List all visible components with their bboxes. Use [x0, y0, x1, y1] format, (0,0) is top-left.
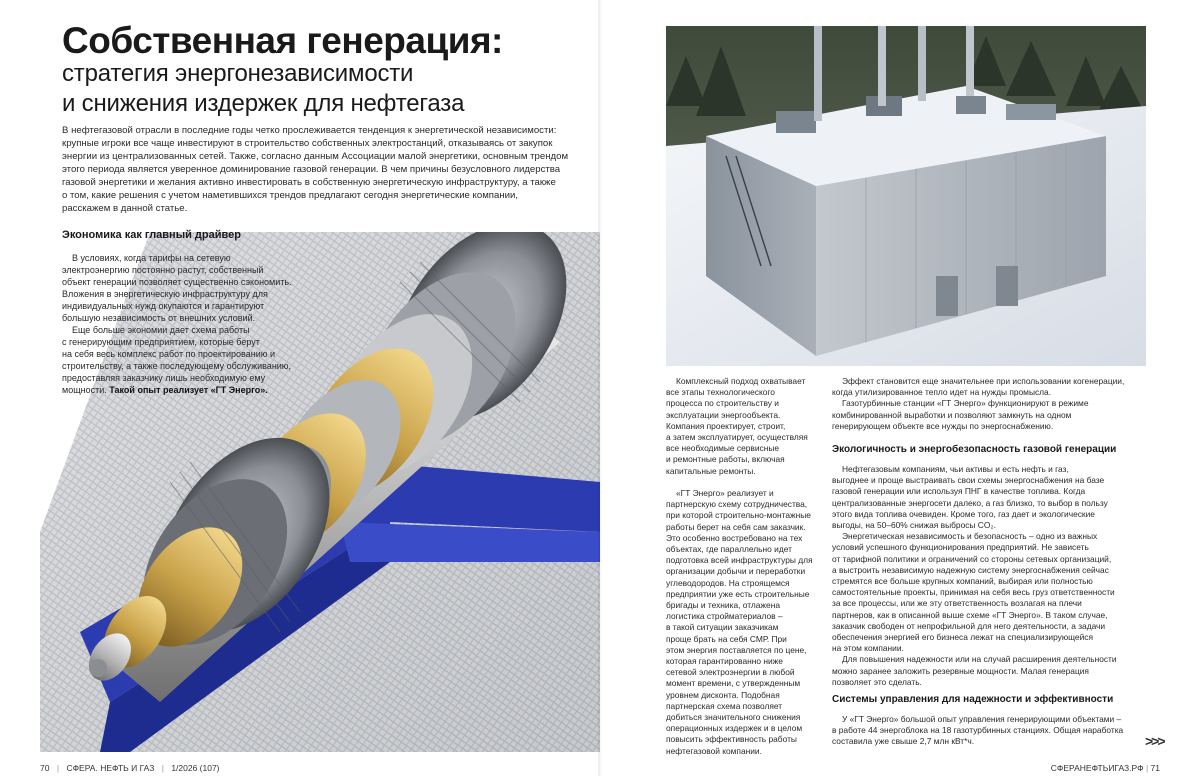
column-a-line: объектах, где параллельно идет [666, 544, 792, 554]
column-b-line: комбинированной выработки и позволяют замкнуть на одном [832, 409, 1072, 420]
column-a-line: партнерскую схему сотрудничества, [666, 499, 808, 510]
column-a-line: сетевой электроэнергии в любой [666, 667, 795, 678]
lead-line: газовой энергетики и желания активно инвестировать в собственную энергетическую инфраструктуру, а также [62, 177, 556, 188]
column-a-line: а затем эксплуатирует, осуществляя [666, 432, 808, 442]
column-a-line: которая гарантированно ниже [666, 656, 783, 666]
column-b-line: выгоднее и проще выстраивать свои схемы энергоснабжения на базе [832, 475, 1105, 486]
column-a-line: партнерская схема позволяет [666, 700, 783, 711]
lead-line: расскажем в данной статье. [62, 203, 188, 214]
body-line: большую независимость от внешних условий. [62, 313, 256, 323]
section-heading-ecology: Экологичность и энергобезопасность газовой генерации [832, 444, 1117, 455]
column-a-line: Комплексный подход охватывает [676, 376, 806, 386]
footer-separator: | [161, 763, 164, 773]
column-a-line: и ремонтные работы, включая [666, 454, 785, 465]
column-a-line: бригады и техника, отлажена [666, 600, 780, 610]
page-number-left: 70 [40, 763, 50, 773]
column-b-line: генерирующем объекте все нужды по энергоснабжению. [832, 420, 1054, 431]
article-subtitle-line1: стратегия энергонезависимости [62, 60, 414, 87]
power-station-photo [666, 26, 1146, 366]
body-line: Вложения в энергетическую инфраструктуру для [62, 289, 268, 299]
column-b-line: а выстроить независимую надежную систему энергоснабжения сейчас [832, 564, 1109, 575]
column-b-line: в работе 44 энергоблока на 18 газотурбинных станциях. Общая наработка [832, 725, 1124, 736]
column-b-line: партнеров, как в описанной выше схеме «ГТ Энерго». В таком случае, [832, 609, 1108, 620]
footer-separator: | [1145, 763, 1151, 773]
column-b-line: Газотурбинные станции «ГТ Энерго» функционируют в режиме [842, 398, 1089, 409]
page-number-right: 71 [1150, 763, 1160, 773]
column-a-line: организации добычи и переработки [666, 566, 806, 577]
body-bold-tail: Такой опыт реализует «ГТ Энерго». [109, 385, 268, 395]
lead-line: энергии из централизованных сетей. Также, согласно данным Ассоциации малой энергетики, основным трендом [62, 151, 569, 162]
spine-gutter [598, 0, 602, 776]
column-b-line: обеспечения энергией его бизнеса лежат на специализирующейся [832, 632, 1093, 642]
column-b-line: за все процессы, или же эту ответственность возлагая на плечи [832, 598, 1082, 609]
column-b-line: Эффект становится еще значительнее при использовании когенерации, [842, 376, 1125, 386]
right-page [600, 0, 1200, 776]
column-a-line: подготовка всей инфраструктуры для [666, 555, 813, 566]
column-b-line: когда утилизированное тепло идет на нужды промысла. [832, 387, 1052, 398]
issue-number: 1/2026 (107) [171, 763, 220, 773]
column-b-line: позволяет это сделать. [832, 676, 922, 687]
section-heading-economy: Экономика как главный драйвер [62, 229, 241, 241]
column-a-line: все необходимые сервисные [666, 443, 779, 454]
column-a-line: Компания проектирует, строит, [666, 420, 786, 431]
body-line: Еще больше экономии дает схема работы [72, 325, 250, 335]
body-line: строительству, а также последующему обслуживанию, [62, 361, 292, 371]
column-b-line: Энергетическая независимость и безопасность – одно из важных [842, 531, 1098, 542]
column-a-line: предприятии уже есть строительные [666, 588, 810, 599]
column-a-line: операционных издержек и в целом [666, 723, 803, 734]
column-b-line: условий успешного функционирования предприятий. Не зависеть [832, 542, 1089, 553]
site-url: СФЕРАНЕФТЬИГАЗ.РФ [1050, 763, 1144, 773]
body-line: с генерирующим предприятием, которые берут [62, 337, 260, 347]
column-a-line: эксплуатации энергообъекта. [666, 409, 781, 420]
column-a-line: этом энергия поставляется по цене, [666, 644, 807, 655]
body-line-tail: мощности. [62, 385, 107, 395]
footer-right [1051, 763, 1160, 773]
lead-line: этого периода является уверенное доминирование газовой генерации. В чем причины безусловного лидерства [62, 164, 561, 175]
body-line: объект генерации позволяет существенно сэкономить. [62, 277, 292, 287]
footer-separator: | [56, 763, 60, 773]
section-heading-control: Системы управления для надежности и эффективности [832, 694, 1114, 705]
column-a-line: работы берет на себя сам заказчик. [666, 521, 806, 532]
column-b-line: Для повышения надежности или на случай расширения деятельности [842, 654, 1117, 665]
body-line: В условиях, когда тарифы на сетевую [72, 253, 231, 263]
column-a-line: нефтегазовой компании. [666, 745, 762, 756]
column-b-line: У «ГТ Энерго» большой опыт управления генерирующими объектами – [842, 714, 1122, 724]
column-b-line: самостоятельные проекты, принимая на себя весь груз ответственности [832, 587, 1115, 598]
continue-chevrons: >>> [1145, 733, 1164, 749]
column-a-line: капитальные ремонты. [666, 465, 756, 476]
column-a-line: при которой строительно-монтажные [666, 510, 811, 521]
column-b-line: этого вида топлива очевиден. Кроме того, газ дает и экологические [832, 508, 1095, 519]
column-a-line: проще брать на себя СМР. При [666, 633, 787, 644]
body-line: предоставляя заказчику лишь необходимую ему [62, 373, 266, 383]
lead-line: крупные игроки все чаще инвестируют в строительство собственных электростанций, отказываясь от закупок [62, 138, 553, 149]
column-b-line: централизованные энергосети далеко, а газ близко, то выбор в пользу [832, 497, 1108, 508]
column-a-line: в такой ситуации заказчикам [666, 622, 779, 633]
magazine-name: СФЕРА. НЕФТЬ И ГАЗ [66, 763, 155, 773]
column-b-line: на этом компании. [832, 643, 904, 654]
body-line: электроэнергию постоянно растут, собственный [62, 265, 264, 275]
column-b-line: выгоды, на 50–60% снижая выбросы CO₂. [832, 520, 996, 530]
column-b-line: от тарифной политики и ограничений со стороны сетевых организаций, [832, 553, 1112, 564]
column-b-line: составила уже свыше 2,7 млн кВт*ч. [832, 736, 975, 747]
column-b-line: заказчик свободен от непрофильной для него деятельности, а задачи [832, 620, 1106, 631]
column-a-line: логистика стройматериалов – [666, 611, 783, 622]
column-a-line: все этапы технологического [666, 387, 775, 398]
body-line: на себя весь комплекс работ по проектированию и [62, 349, 276, 359]
article-subtitle-line2: и снижения издержек для нефтегаза [62, 90, 465, 117]
column-a-line: момент времени, с утвержденным [666, 678, 801, 689]
column-b-line: газовой генерации или используя ПНГ в качестве топлива. Когда [832, 486, 1086, 497]
lead-line: В нефтегазовой отрасли в последние годы четко прослеживается тенденция к энергетической независимости: [62, 125, 557, 136]
column-a-line: добиться значительного снижения [666, 712, 801, 722]
body-line: индивидуальных нужд окупаются и гарантируют [62, 301, 265, 311]
column-a-line: процесса по строительству и [666, 398, 779, 409]
body-line-last [62, 384, 268, 396]
column-a-line: «ГТ Энерго» реализует и [676, 488, 774, 498]
article-title: Собственная генерация: [62, 20, 503, 61]
footer-left [40, 763, 225, 773]
column-b-line: стремятся все больше крупных компаний, выбирая или полностью [832, 576, 1093, 586]
column-a-line: углеводородов. На строящемся [666, 577, 790, 588]
lead-line: о том, какие решения с учетом наметившихся трендов предлагают сегодня энергетические компании, [62, 190, 519, 201]
column-a-line: повысить эффективность работы [666, 734, 797, 745]
column-b-line: можно заранее заложить резервные мощности. Малая генерация [832, 665, 1089, 676]
column-b-line: Нефтегазовым компаниям, чьи активы и есть нефть и газ, [842, 464, 1069, 474]
column-a-line: уровнем дисконта. Подобная [666, 689, 780, 700]
column-a-line: Это особенно востребовано на тех [666, 532, 803, 543]
